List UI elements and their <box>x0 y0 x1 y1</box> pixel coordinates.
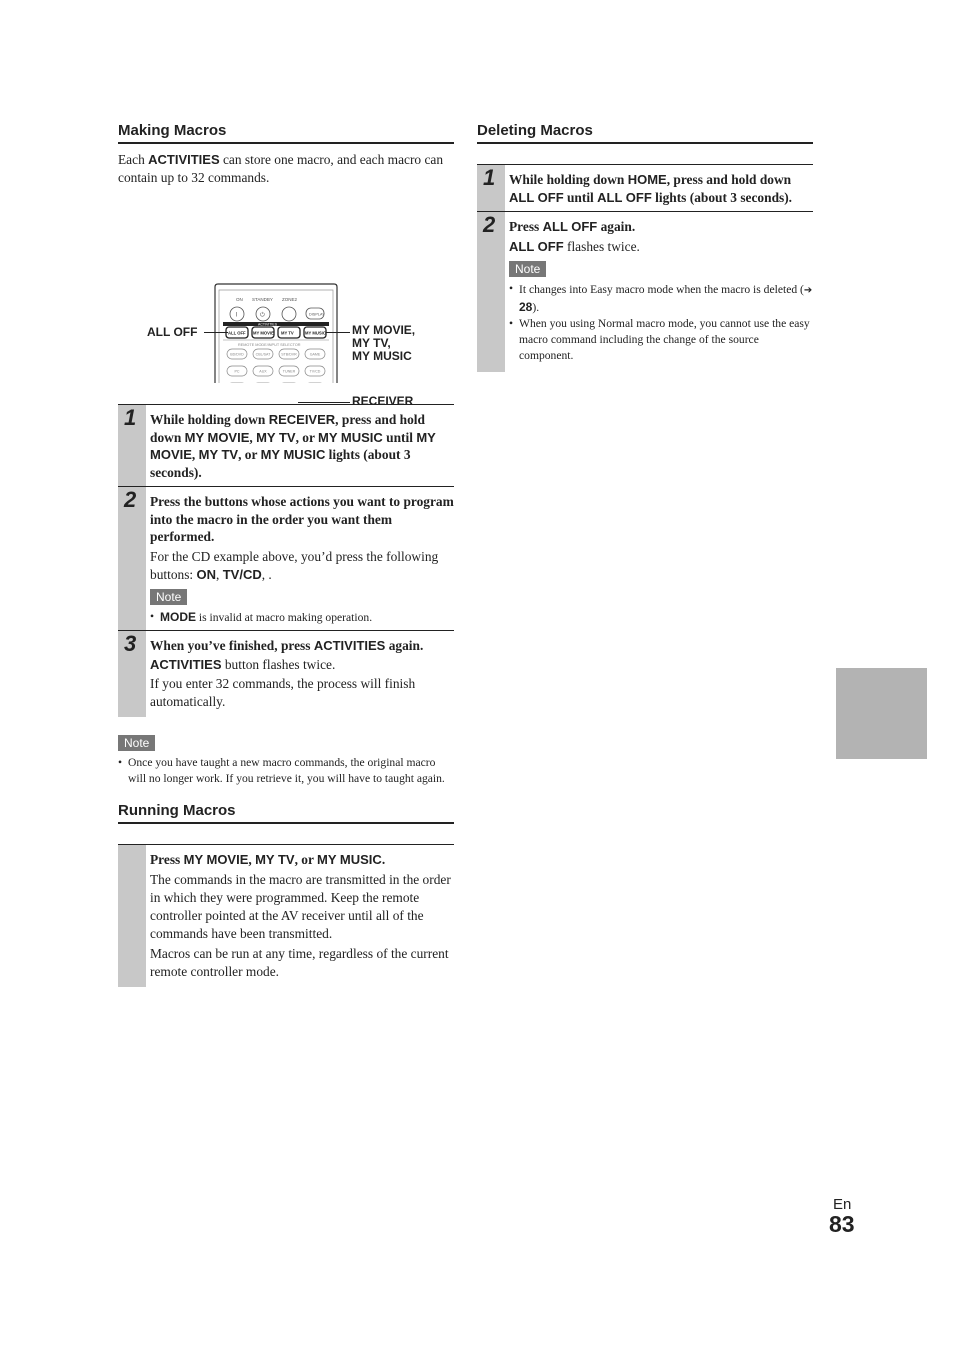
remote-input-label: PC <box>234 369 240 374</box>
remote-activity-buttons <box>226 327 326 338</box>
remote-standby-label: STANDBY <box>252 297 273 302</box>
making-step-3-detail: ACTIVITIES button flashes twice. <box>150 657 336 672</box>
making-step-3-instruction: When you’ve finished, press ACTIVITIES again. <box>150 637 424 653</box>
left-column <box>118 122 454 987</box>
page-lang: En <box>833 1196 852 1213</box>
remote-input-label: BD/DVD <box>230 352 244 357</box>
callout-all-off-line <box>204 332 228 333</box>
making-note: • Once you have taught a new macro commands, the original macro will no longer work. If you retrieve it, you will have to taught again. <box>118 755 454 787</box>
running-step <box>118 844 454 987</box>
making-note-badge: Note <box>118 735 155 751</box>
callout-all-off: ALL OFF <box>147 325 198 339</box>
remote-selector-label: REMOTE MODE/INPUT SELECTOR <box>238 343 301 347</box>
remote-on-label: ON <box>236 297 243 302</box>
making-steps <box>118 404 454 717</box>
remote-input-button <box>253 349 273 359</box>
callout-my-buttons: MY MOVIE, MY TV, MY MUSIC <box>352 323 416 363</box>
remote-input-label: TUNER <box>282 369 296 374</box>
svg-text:⏻: ⏻ <box>260 312 265 319</box>
deleting-macros-title: Deleting Macros <box>477 122 813 144</box>
running-detail-2: Macros can be run at any time, regardless of the current remote controller mode. <box>150 945 449 979</box>
remote-input-button <box>253 366 273 376</box>
step-number: 2 <box>483 212 496 237</box>
running-instruction: Press MY MOVIE, MY TV, or MY MUSIC. <box>150 852 386 867</box>
right-column <box>477 122 813 372</box>
chapter-tab <box>836 668 927 759</box>
page-ref-link[interactable]: 28 <box>519 299 533 314</box>
remote-input-label: AUX <box>259 369 267 374</box>
remote-input-button <box>227 366 247 376</box>
deleting-step-1-instruction: While holding down HOME, press and hold down ALL OFF until ALL OFF lights (about 3 seconds). <box>509 172 793 205</box>
deleting-step-2-instruction: Press ALL OFF again. <box>509 219 636 234</box>
deleting-step-2-notes: • It changes into Easy macro mode when the macro is deleted (➔ 28). • When you using Normal macro mode, you cannot use the easy macro command including the change of the source component. <box>509 281 813 364</box>
remote-input-button <box>305 349 325 359</box>
running-detail-1: The commands in the macro are transmitted in the order in which they were programmed. Keep the remote controller pointed at the AV receiver until all of the commands have been transmitted. <box>150 871 451 941</box>
remote-input-button <box>227 349 247 359</box>
making-step-3 <box>118 630 454 718</box>
svg-text:MY TV: MY TV <box>281 330 294 336</box>
svg-text:MY MOVIE: MY MOVIE <box>253 330 274 336</box>
svg-text:MY MUSIC: MY MUSIC <box>305 330 326 336</box>
step-number: 1 <box>483 165 496 190</box>
svg-text:I: I <box>235 312 238 319</box>
deleting-step-1 <box>477 164 813 211</box>
step-number: 1 <box>124 405 137 430</box>
arrow-icon: ➔ <box>803 284 813 296</box>
deleting-step-2-detail: ALL OFF flashes twice. <box>509 238 640 254</box>
making-step-3-detail-2: If you enter 32 commands, the process will finish automatically. <box>150 676 416 709</box>
deleting-step-2 <box>477 211 813 372</box>
remote-input-button <box>279 366 299 376</box>
running-macros-title: Running Macros <box>118 802 454 824</box>
remote-input-button <box>305 366 325 376</box>
remote-display-label: DISPLAY <box>309 312 325 317</box>
note-badge: Note <box>150 589 187 605</box>
making-step-2-note: • MODE is invalid at macro making operation. <box>150 609 454 626</box>
remote-input-grid <box>227 349 325 383</box>
remote-input-label: CBL/SAT <box>255 352 271 357</box>
making-intro: Each ACTIVITIES can store one macro, and each macro can contain up to 32 commands. <box>118 152 444 185</box>
page-number: 83 <box>829 1211 855 1237</box>
remote-input-label: GAME <box>309 352 321 357</box>
making-step-2 <box>118 486 454 630</box>
remote-zone2-button <box>282 307 296 321</box>
deleting-steps <box>477 164 813 372</box>
step-number: 2 <box>124 487 137 512</box>
remote-zone2-label: ZONE2 <box>282 297 298 302</box>
making-step-2-detail: For the CD example above, you’d press the following buttons: ON, TV/CD, . <box>150 548 439 582</box>
callout-my-line <box>326 332 350 333</box>
callout-receiver-line <box>298 402 350 403</box>
making-step-1-instruction: While holding down RECEIVER, press and hold down MY MOVIE, MY TV, or MY MUSIC until MY MOVIE, MY TV, or MY MUSIC lights (about 3 seconds). <box>150 412 436 480</box>
remote-input-label: STB/DVR <box>281 352 297 357</box>
making-step-1 <box>118 404 454 486</box>
remote-input-label: TV/CD <box>309 369 321 374</box>
making-macros-title: Making Macros <box>118 122 454 144</box>
callout-receiver: RECEIVER <box>352 394 414 408</box>
remote-activities-label: ACTIVITIES <box>258 322 278 327</box>
making-step-2-instruction: Press the buttons whose actions you want to program into the macro in the order you want them performed. <box>150 494 454 544</box>
note-badge: Note <box>509 261 546 277</box>
remote-figure <box>118 187 454 408</box>
activities-key: ACTIVITIES <box>148 152 220 167</box>
step-number: 3 <box>124 630 137 656</box>
remote-input-button <box>279 349 299 359</box>
svg-text:ALL OFF: ALL OFF <box>228 330 246 336</box>
